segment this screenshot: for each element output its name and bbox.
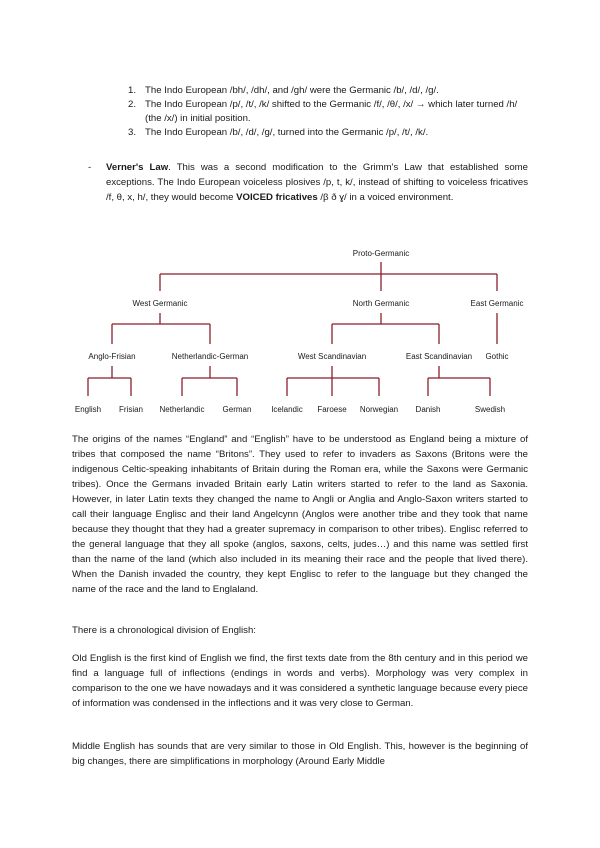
tree-subgroup-west-scandinavian: West Scandinavian bbox=[297, 352, 367, 361]
verners-law-text-before: . This was a second modification to the Grimm's Law that established some exceptions. The Indo European voiceless plosives /p, t, k/, instead of shifting to voiceless fricatives /f, θ, x, h/, they would become bbox=[106, 162, 528, 203]
middle-english-paragraph: Middle English has sounds that are very similar to those in Old English. This, however is the beginning of big changes, there are simplifications in morphology (Around Early Middle bbox=[72, 741, 528, 767]
list-number: 3. bbox=[128, 127, 137, 138]
germanic-language-tree bbox=[0, 240, 600, 425]
tree-language-frisian: Frisian bbox=[118, 405, 144, 414]
list-item bbox=[128, 126, 528, 140]
tree-connector-lines bbox=[88, 262, 497, 396]
tree-subgroup-gothic: Gothic bbox=[485, 352, 509, 361]
list-item bbox=[128, 84, 528, 98]
tree-language-faroese: Faroese bbox=[317, 405, 347, 414]
list-item-text: The Indo European /bh/, /dh/, and /gh/ were the Germanic /b/, /d/, /g/. bbox=[145, 85, 439, 96]
old-english-paragraph: Old English is the first kind of English we find, the first texts date from the 8th century and in this period we find a language full of inflections (endings in words and verbs). Morphology was very complex in comparison to the one we have nowadays and it was considered a synthetic language because every piece of information was condensed in the inflections and it was very close to German. bbox=[72, 653, 528, 709]
verners-law-title: Verner's Law bbox=[106, 162, 169, 173]
chronological-division-paragraph: There is a chronological division of English: bbox=[72, 625, 256, 636]
list-number: 1. bbox=[128, 85, 137, 96]
tree-subgroup-east-scandinavian: East Scandinavian bbox=[405, 352, 473, 361]
tree-subgroup-netherlandic-german: Netherlandic-German bbox=[171, 352, 249, 361]
tree-language-danish: Danish bbox=[415, 405, 441, 414]
tree-branch-north-germanic: North Germanic bbox=[352, 299, 410, 308]
tree-language-netherlandic: Netherlandic bbox=[159, 405, 205, 414]
tree-branch-east-germanic: East Germanic bbox=[470, 299, 524, 308]
origins-paragraph: The origins of the names “England” and “English” have to be understood as England being a mixture of tribes that composed the name “Britons”. They used to refer to invaders as Saxons (Britons were the indigenous Celtic-speaking inhabitants of Britain during the Roman era, while the Saxons were Germanic tribes). Once the Germans invaded Britain early Latin writers started to refer to the land as Saxonia. However, in later Latin texts they changed the name to Angli or Anglia and Anglo-Saxon writers started to call their language Englisc and their land Angelcynn (Anglos were another tribe and they took that name because they thought that they had a greater supremacy in comparison to other tribes). Englisc referred to the general language that they all spoke (anglos, saxons, celts, judes…) and this name was settled first than the name of the land (which also included in its meaning their race and the people that lived there). When the Danish invaded the country, they kept Englisc to refer to the language but they changed the name of the race and the land to Englaland. bbox=[72, 434, 528, 595]
tree-language-icelandic: Icelandic bbox=[271, 405, 303, 414]
tree-language-norwegian: Norwegian bbox=[359, 405, 399, 414]
tree-language-english: English bbox=[74, 405, 102, 414]
list-number: 2. bbox=[128, 99, 137, 110]
tree-branch-west-germanic: West Germanic bbox=[132, 299, 188, 308]
verners-law-text bbox=[106, 160, 528, 205]
voiced-fricatives-label: VOICED fricatives bbox=[236, 192, 318, 203]
verners-law-text-after: /β ð ɣ/ in a voiced environment. bbox=[317, 192, 454, 203]
list-item-text: The Indo European /p/, /t/, /k/ shifted to the Germanic /f/, /θ/, /x/ → which later turned /h/ (the /x/) in initial position. bbox=[145, 99, 518, 124]
list-item-text: The Indo European /b/, /d/, /g/, turned into the Germanic /p/, /t/, /k/. bbox=[145, 127, 429, 138]
verners-law-bullet bbox=[88, 160, 528, 205]
list-item bbox=[128, 98, 528, 126]
tree-root-proto-germanic: Proto-Germanic bbox=[352, 249, 410, 258]
tree-language-german: German bbox=[222, 405, 252, 414]
bullet-dash: - bbox=[88, 162, 92, 173]
tree-language-swedish: Swedish bbox=[474, 405, 506, 414]
tree-subgroup-anglo-frisian: Anglo-Frisian bbox=[88, 352, 136, 361]
grimms-law-list bbox=[128, 84, 528, 140]
